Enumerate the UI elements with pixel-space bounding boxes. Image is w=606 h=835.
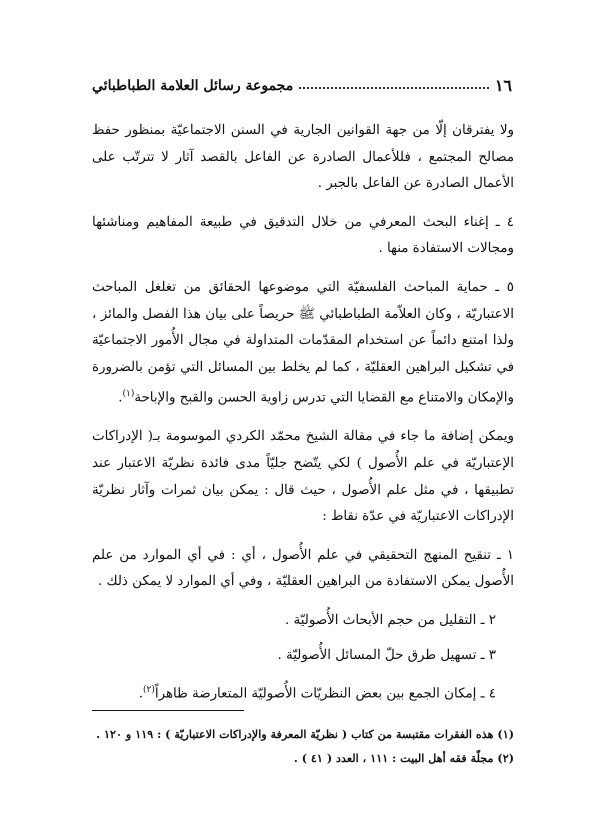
- paragraph-kurdi-article: ويمكن إضافة ما جاء في مقالة الشيخ محمّد الكردي الموسومة بـ( الإدراكات الإعتباريّة في علم الأُصول ) لكي يتّضح جليّاً مدى فائدة نظريّة الاعتبار عند تطبيقها ، في مثل علم الأُصول ، حيث قال : يمكن بيان ثمرات وآثار نظريّة الإدراكات الاعتباريّة في عدّة نقاط :: [92, 429, 514, 525]
- footnotes: [92, 722, 514, 770]
- point-1: ١ ـ تنقيح المنهج التحقيقي في علم الأُصول ، أي : في أي الموارد من علم الأُصول يمكن الاستفادة من البراهين العقليّة ، وفي أي الموارد لا يمكن ذلك .: [92, 547, 514, 590]
- footnote-1: (١) هذه الفقرات مقتبسة من كتاب ( نظريّة المعرفة والإدراكات الاعتباريّة ) : ١١٩ و ١٢٠ .: [96, 727, 514, 741]
- point-3: ٣ ـ تسهيل طرق حلّ المسائل الأُصوليّة .: [277, 647, 496, 663]
- header-dotted-leader: [299, 87, 489, 89]
- page-number: ١٦: [494, 76, 512, 95]
- list-item-4: ٤ ـ إغناء البحث المعرفي من خلال التدقيق في طبيعة المفاهيم ومناشئها ومجالات الاستفادة منها .: [92, 214, 514, 257]
- point-2: ٢ ـ التقليل من حجم الأبحاث الأُصوليّة .: [285, 612, 496, 628]
- footnote-marker-1: (١): [122, 389, 135, 400]
- running-header-title: مجموعة رسائل العلامة الطباطبائي: [92, 77, 294, 94]
- list-item-5: ٥ ـ حماية المباحث الفلسفيّة التي موضوعها الحقائق من تغلغل المباحث الاعتباريّة ، وكان العلاّمة الطباطبائي ﷺ حريصاً على بيان هذا الفصل والمائز ، ولذا امتنع دائماً عن استخدام المقدّمات المتداولة في مجال الأُمور الاجتماعيّة في تشكيل البراهين العقليّة ، كما لم يخلط بين المسائل التي تؤمن بالضرورة والإمكان والامتناع مع القضايا التي تدرس زاوية الحسن والقبح والإباحة$^{(١)}$.: [92, 279, 514, 406]
- point-4: ٤ ـ إمكان الجمع بين بعض النظريّات الأُصوليّة المتعارضة ظاهراً$^{(٢)}$.: [138, 685, 496, 702]
- running-header: [92, 76, 512, 95]
- footnote-separator: [92, 710, 244, 711]
- body-text: [92, 118, 514, 716]
- paragraph-continuation: ولا يفترقان إلّا من جهة القوانين الجارية في السنن الاجتماعيّة بمنظور حفظ مصالح المجتمع ، فللأعمال الصادرة عن الفاعل بالقصد آثار لا تترتّب على الأعمال الصادرة عن الفاعل بالجبر .: [92, 123, 514, 192]
- footnote-marker-2: (٢): [143, 685, 155, 696]
- footnote-2: (٢) مجلّة فقه أهل البيت : ١١١ ، العدد ( ٤١ ) .: [293, 751, 514, 765]
